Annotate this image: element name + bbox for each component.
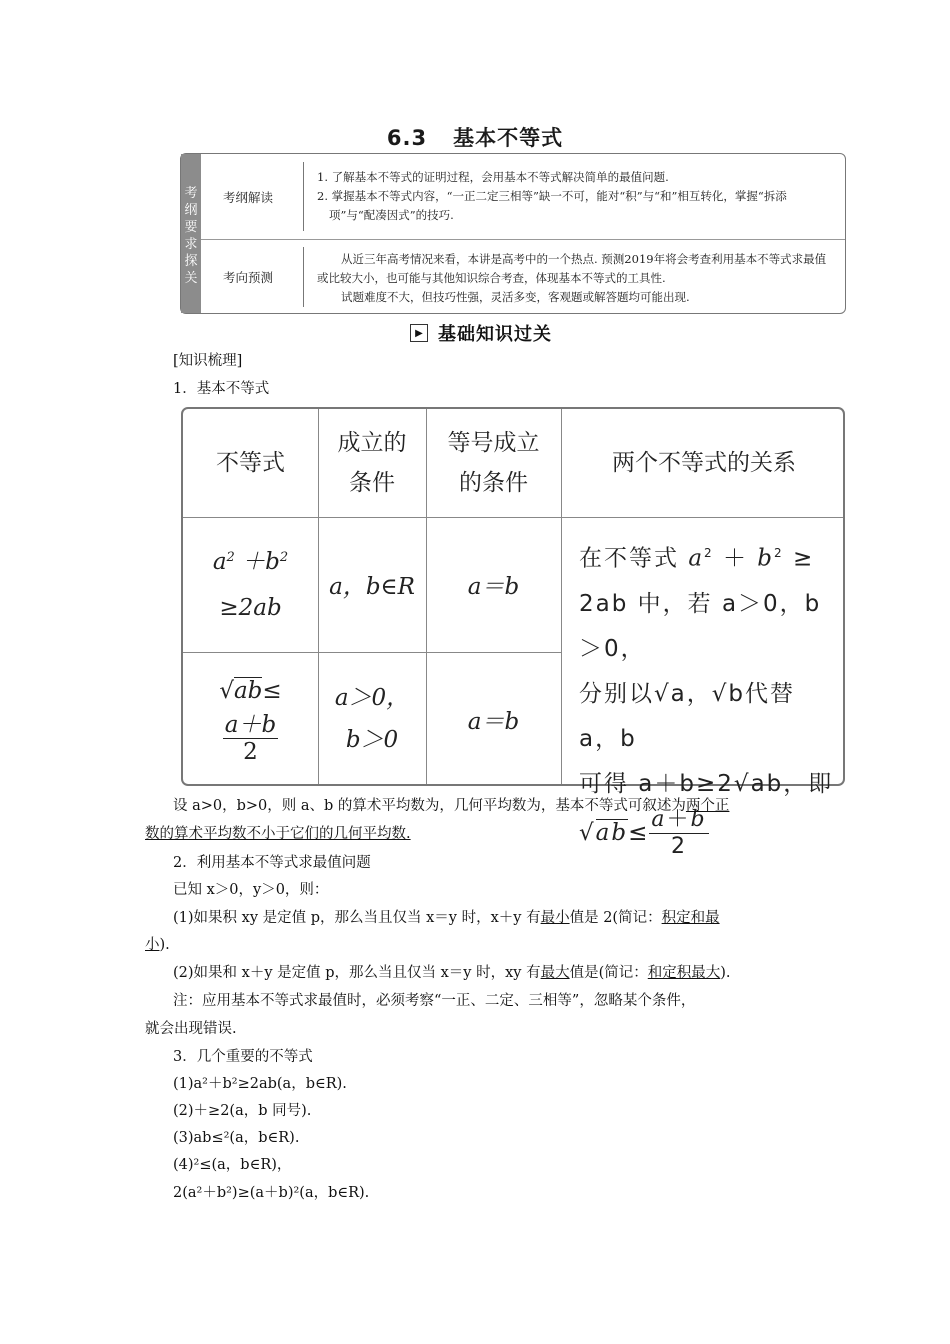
paragraph-text: (2)如果和 x＋y 是定值 p，那么当且仅当 x＝y 时，xy 有 — [173, 965, 541, 981]
outline-line: 2. 掌握基本不等式内容，“一正二定三相等”缺一不可，能对“积”与“和”相互转化，掌握“拆添 — [317, 189, 787, 203]
outline-line: 试题难度不大，但技巧性强，灵活多变，客观题或解答题均可能出现. — [341, 290, 690, 304]
header-relation: 两个不等式的关系 — [612, 450, 796, 476]
outline-row-forecast — [201, 239, 845, 315]
outline-line: 1. 了解基本不等式的证明过程，会用基本不等式解决简单的最值问题. — [317, 170, 669, 184]
underlined-answer: 数的算术平均数不小于它们的几何平均数. — [145, 826, 411, 842]
note-line: 就会出现错误. — [145, 1021, 237, 1037]
relation-line: 分别以√a，√b代替 a，b — [579, 680, 796, 752]
paragraph-text: (1)如果积 xy 是定值 p，那么当且仅当 x＝y 时，x＋y 有 — [173, 910, 541, 926]
outline-row-syllabus — [201, 154, 845, 240]
equality-text: a＝b — [467, 574, 520, 600]
underlined-answer: 积定和最 — [661, 910, 720, 926]
fraction-numerator: a＋b — [224, 711, 277, 738]
header-equality-condition: 等号成立的条件 — [447, 430, 540, 496]
outline-line: 或比较大小，也可能与其他知识综合考查，体现基本不等式的工具性. — [317, 271, 666, 285]
inequality-item: (1)a²＋b²≥2ab(a，b∈R). — [173, 1076, 347, 1092]
paragraph-line — [173, 961, 731, 982]
equality-1 — [426, 517, 561, 652]
section-heading: 3．几个重要的不等式 — [173, 1049, 313, 1065]
outline-label: 考纲解读 — [222, 189, 273, 205]
banner-text: 基础知识过关 — [438, 324, 552, 345]
inequality-item: (3)ab≤²(a，b∈R). — [173, 1130, 300, 1146]
outline-line: 从近三年高考情况来看，本讲是高考中的一个热点. 预测2019年将会考查利用基本不等式求最值 — [341, 252, 827, 266]
condition-2 — [318, 652, 426, 786]
paragraph-line: 已知 x＞0，y＞0，则： — [173, 882, 329, 898]
relation-text: 在不等式 $a^2 + b^2$ ≥ 2ab 中，若 a＞0，b＞0， 分别以√a，√b代替 a，b 可得 a＋b≥2√ab，即 √ab≤ $\frac{a+b}{2}$ — [579, 531, 841, 860]
page-title — [0, 122, 950, 152]
outline-line: 项”与“配凑因式”的技巧. — [329, 208, 454, 222]
relation-line: 2ab 中，若 a＞0，b＞0， — [579, 590, 822, 662]
outline-label: 考向预测 — [222, 270, 273, 285]
paragraph-line — [145, 822, 411, 843]
paragraph-line — [145, 933, 170, 954]
exam-outline-box — [180, 153, 846, 314]
header-condition: 成立的条件 — [337, 430, 407, 496]
inequality-2: √ab≤ $\frac{a+b}{2}$ — [219, 677, 282, 765]
outline-sidebar — [181, 154, 201, 313]
underlined-answer: 两个正 — [685, 798, 730, 814]
outline-text — [317, 250, 837, 307]
sidebar-char: 探 — [184, 253, 198, 269]
inequality-item: 2(a²＋b²)≥(a＋b)²(a，b∈R). — [173, 1185, 370, 1201]
underlined-answer: 最大 — [540, 965, 570, 981]
sidebar-char: 考 — [184, 185, 198, 201]
inequality-item: (4)²≤(a，b∈R)， — [173, 1157, 292, 1173]
underlined-answer: 最小 — [540, 910, 570, 926]
section-banner — [410, 321, 552, 345]
sidebar-char: 纲 — [184, 202, 198, 218]
condition-1 — [318, 517, 426, 652]
section-heading: 2．利用基本不等式求最值问题 — [173, 855, 371, 871]
ineq-sign: ≤ — [262, 677, 282, 704]
paragraph-text: ). — [159, 937, 170, 953]
paragraph-text: 值是(简记： — [569, 965, 648, 981]
paragraph-text: 值是 2(简记： — [569, 910, 662, 926]
underlined-answer: 和定积最大 — [647, 965, 721, 981]
relation-line: 可得 a＋b≥2√ab，即 — [579, 770, 834, 797]
knowledge-label: [知识梳理] — [173, 353, 243, 369]
paragraph-text: ). — [720, 965, 731, 981]
equality-text: a＝b — [467, 708, 520, 735]
play-icon: ▶ — [410, 324, 428, 342]
condition-text: b＞0 — [345, 727, 399, 753]
condition-text: a＞0， — [334, 685, 410, 711]
header-inequality: 不等式 — [216, 450, 285, 476]
underlined-answer: 小 — [145, 937, 160, 953]
divider — [303, 247, 304, 307]
fraction-denominator: 2 — [243, 738, 258, 765]
outline-text — [317, 168, 837, 225]
relation-line: 在不等式 — [579, 545, 679, 572]
inequality-1: $a^2 +b^2$ ≥2ab — [212, 548, 289, 621]
inequality-item: (2)＋≥2(a，b 同号). — [173, 1103, 312, 1119]
sidebar-char: 求 — [184, 236, 198, 252]
sidebar-char: 关 — [184, 270, 198, 286]
sidebar-char: 要 — [184, 219, 198, 235]
paragraph-line — [173, 794, 729, 815]
section-title: 基本不等式 — [453, 126, 564, 150]
section-number: 6.3 — [386, 126, 428, 150]
section-heading: 1．基本不等式 — [173, 381, 270, 397]
paragraph-line — [173, 906, 720, 927]
note-line: 注：应用基本不等式求最值时，必须考察“一正、二定、三相等”，忽略某个条件， — [173, 993, 696, 1009]
paragraph-text: 设 a>0，b>0，则 a、b 的算术平均数为，几何平均数为，基本不等式可叙述为 — [173, 798, 686, 814]
condition-text: a，b∈R — [329, 574, 415, 600]
divider — [303, 162, 304, 231]
equality-2 — [426, 652, 561, 786]
